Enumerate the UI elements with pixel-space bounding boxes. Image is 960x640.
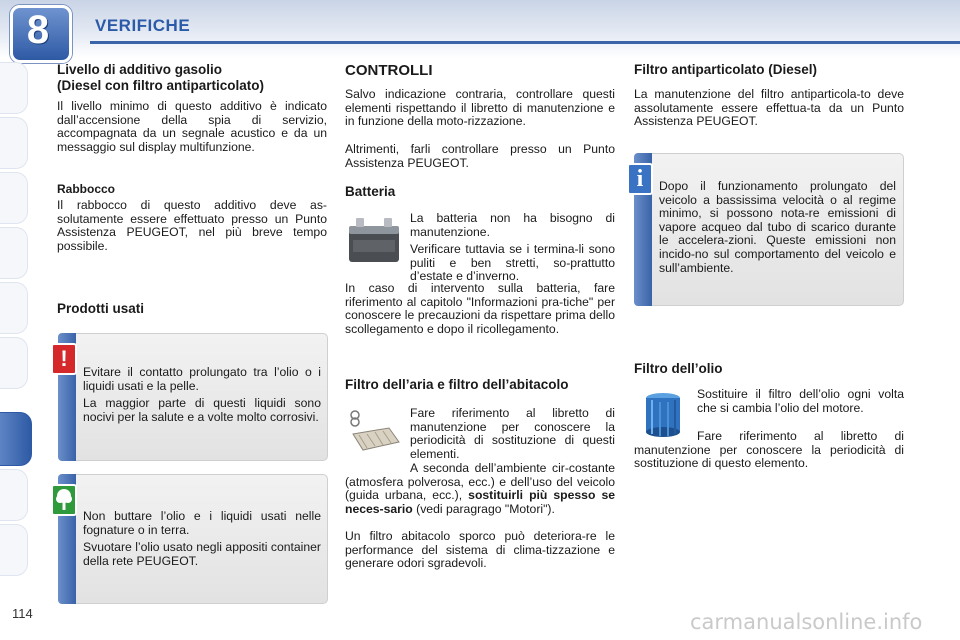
air-filter-title: Filtro dell’aria e filtro dell’abitacolo xyxy=(345,377,569,392)
oil-filter-paragraph-2: Fare riferimento al libretto di manutenzione per conoscere la periodicità di sostituzione di questo elemento. xyxy=(634,429,904,471)
warning-paragraph-2: La maggior parte di questi liquidi sono nocivi per la salute e a volte molto corrosivi. xyxy=(83,396,321,424)
eco-paragraph-2: Svuotare l’olio usato negli appositi container della rete PEUGEOT. xyxy=(83,540,321,568)
warning-icon: ! xyxy=(51,343,77,375)
oil-filter-title: Filtro dell’olio xyxy=(634,361,723,376)
oil-filter-paragraph-1: Sostituire il filtro dell’olio ogni volta che si cambia l’olio del motore. xyxy=(697,387,904,415)
additive-text: Il livello minimo di questo additivo è indicato dall’accensione della spia di servizio, accompagnata da un segnale acustico e da un messaggio sul display multifunzione. xyxy=(57,99,327,154)
rabbocco-text: Il rabbocco di questo additivo deve as-solutamente essere effettuato presso un Punto Assistenza PEUGEOT, nel più breve tempo possibile. xyxy=(57,198,327,253)
oil-filter-text xyxy=(697,388,904,419)
dpf-title: Filtro antiparticolato (Diesel) xyxy=(634,62,818,77)
chapter-number: 8 xyxy=(26,8,50,52)
air-filter-p2-bold: sostituirli più spesso se neces-sario xyxy=(345,488,615,516)
battery-title: Batteria xyxy=(345,184,396,199)
side-tab-active[interactable] xyxy=(0,412,32,466)
info-text: Dopo il funzionamento prolungato del veicolo a bassissima velocità o al regime minimo, si possono nota-re emissioni di vapore acqueo dal tubo di scarico durante le accelera-zioni. Queste emissioni non incido-no sul comportamento del veicolo e sull’ambiente. xyxy=(659,179,896,275)
controls-text-2: Altrimenti, farli controllare presso un Punto Assistenza PEUGEOT. xyxy=(345,142,615,170)
additive-title xyxy=(57,62,332,94)
side-tab-2[interactable] xyxy=(0,117,28,169)
additive-title-line2: (Diesel con filtro antiparticolato) xyxy=(57,78,265,93)
page-number: 114 xyxy=(12,606,33,621)
dpf-text: La manutenzione del filtro antiparticola-to deve assolutamente essere effettua-ta da un Punto Assistenza PEUGEOT. xyxy=(634,87,904,129)
side-tab-6[interactable] xyxy=(0,337,28,389)
side-tab-5[interactable] xyxy=(0,282,28,334)
products-title: Prodotti usati xyxy=(57,301,144,316)
eco-paragraph-1: Non buttare l’olio e i liquidi usati nelle fognature o in terra. xyxy=(83,509,321,537)
info-icon: i xyxy=(627,163,653,195)
side-tab-1[interactable] xyxy=(0,62,28,114)
battery-paragraph-1: La batteria non ha bisogno di manutenzione. xyxy=(410,211,615,239)
air-filter-paragraph-2 xyxy=(345,462,615,516)
tree-icon xyxy=(51,484,77,516)
battery-text xyxy=(410,212,615,284)
side-tab-4[interactable] xyxy=(0,227,28,279)
side-tab-3[interactable] xyxy=(0,172,28,224)
side-tab-8[interactable] xyxy=(0,469,28,521)
rabbocco-title: Rabbocco xyxy=(57,182,116,196)
air-filter-icon xyxy=(345,406,403,456)
warning-paragraph-1: Evitare il contatto prolungato tra l’olio o i liquidi usati e la pelle. xyxy=(83,365,321,393)
battery-paragraph-3: In caso di intervento sulla batteria, fare riferimento al capitolo "Informazioni pra-tiche" per conoscere le precauzioni da rispettare prima dello scollegamento e dopo il ricollegamento. xyxy=(345,281,615,336)
eco-text xyxy=(83,510,321,568)
warning-text xyxy=(83,366,321,424)
header-rule xyxy=(90,41,960,44)
battery-paragraph-2: Verificare tuttavia se i termina-li sono puliti e ben stretti, so-prattutto d’estate e d’inverno. xyxy=(410,242,615,284)
air-filter-p2-start: A seconda dell’ambiente cir-costante (atmosfera polverosa, ecc.) e dell’uso del veicolo (guida urbana, ecc.), xyxy=(345,461,615,503)
air-filter-paragraph-1: Fare riferimento al libretto di manutenzione per conoscere la periodicità di sostituzione di questi elementi. xyxy=(410,406,615,461)
battery-icon xyxy=(345,214,403,266)
air-filter-paragraph-3: Un filtro abitacolo sporco può deteriora-re le performance del sistema di clima-tizzazione e generare odori sgradevoli. xyxy=(345,529,615,571)
watermark: carmanualsonline.info xyxy=(690,610,923,634)
side-tab-9[interactable] xyxy=(0,524,28,576)
additive-title-line1: Livello di additivo gasolio xyxy=(57,62,223,77)
chapter-title: VERIFICHE xyxy=(95,16,191,35)
air-filter-p2-end: (vedi paragrago "Motori"). xyxy=(416,501,555,516)
controls-text: Salvo indicazione contraria, controllare questi elementi rispettando il libretto di manutenzione e in funzione della moto-rizzazione. xyxy=(345,87,615,129)
controls-title: CONTROLLI xyxy=(345,62,433,79)
